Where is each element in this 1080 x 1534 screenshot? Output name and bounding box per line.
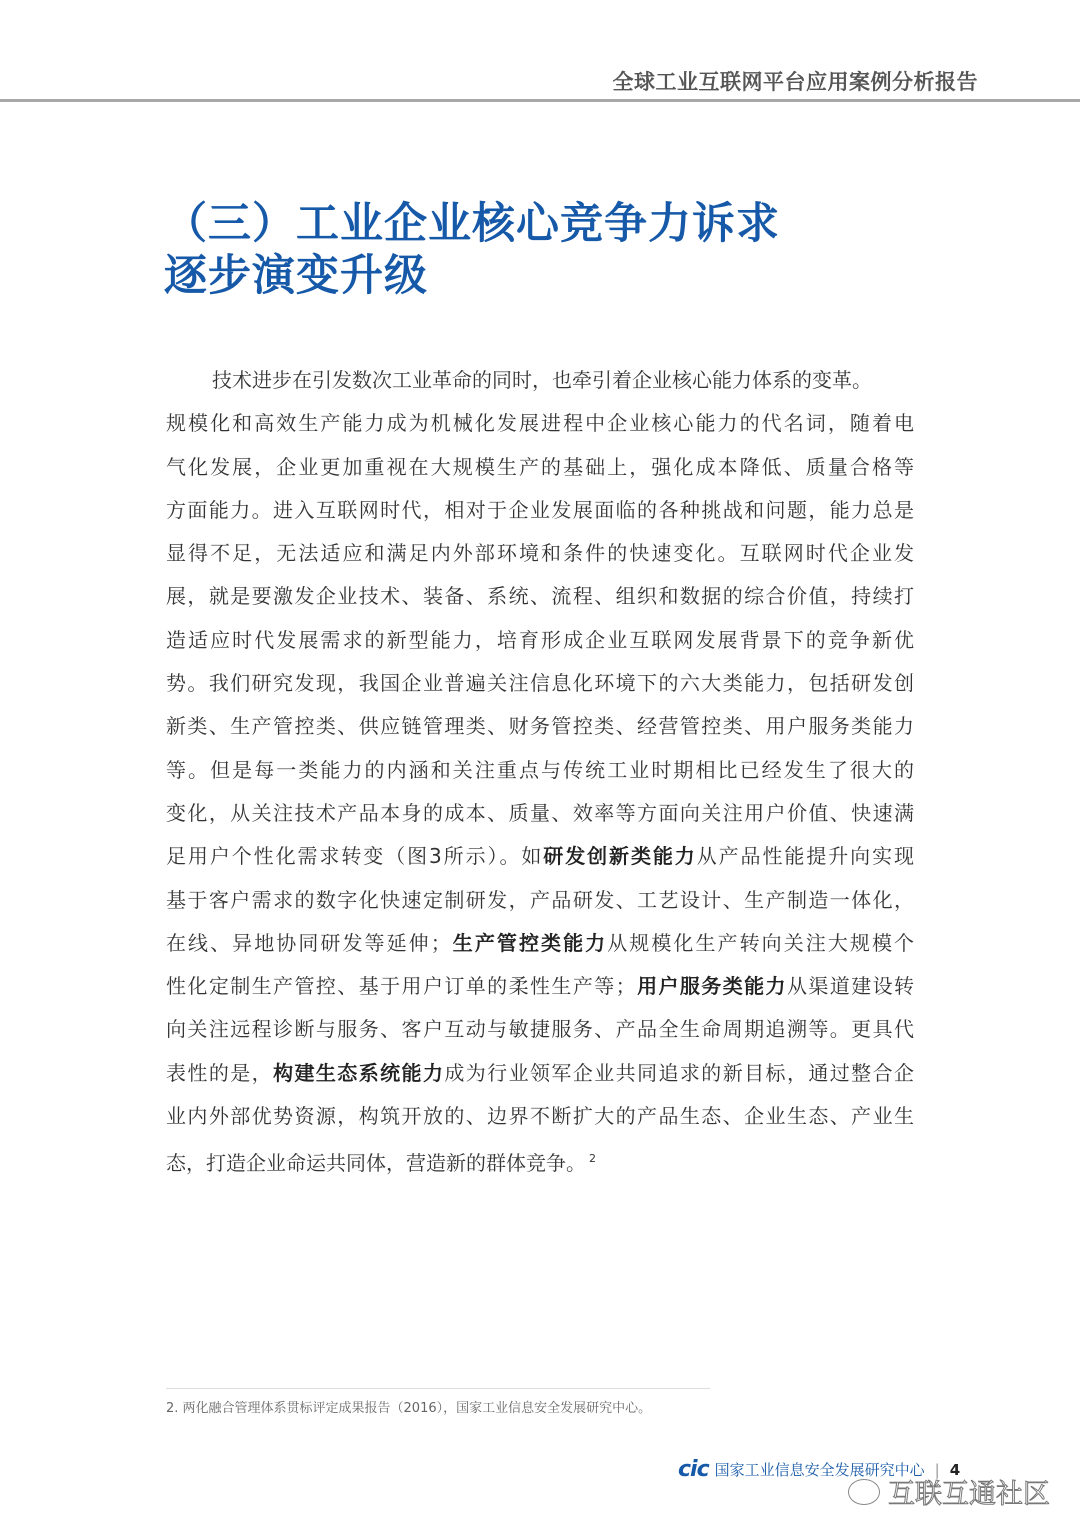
wechat-icon	[848, 1479, 880, 1505]
page-number: 4	[949, 1460, 961, 1479]
text-line	[166, 665, 914, 708]
bold-term: 研发创新类能力	[543, 844, 697, 869]
section-title	[164, 198, 780, 302]
text-segment: 变化，从关注技术产品本身的成本、质量、效率等方面向关注用户价值、快速满	[166, 800, 914, 825]
watermark-text: 互联互通社区	[888, 1479, 1050, 1510]
footer-org: 国家工业信息安全发展研究中心	[714, 1461, 925, 1479]
bold-term: 用户服务类能力	[635, 974, 787, 999]
cic-logo: cic	[678, 1457, 709, 1482]
text-line	[166, 1055, 914, 1098]
footnote-ref: 2	[589, 1152, 596, 1166]
text-line	[166, 1141, 914, 1184]
text-line	[166, 1011, 914, 1054]
text-line	[166, 838, 914, 881]
text-segment: 足用户个性化需求转变（图3所示）。如	[166, 844, 544, 869]
text-segment: 性化定制生产管控、基于用户订单的柔性生产等；	[166, 974, 636, 999]
text-segment: 技术进步在引发数次工业革命的同时，也牵引着企业核心能力体系的变革。	[212, 368, 872, 392]
text-line	[166, 405, 914, 448]
text-line	[166, 535, 914, 578]
text-segment: 造适应时代发展需求的新型能力，培育形成企业互联网发展背景下的竞争新优	[166, 627, 914, 652]
section-title-line: （三）工业企业核心竞争力诉求	[164, 199, 780, 249]
text-segment: 向关注远程诊断与服务、客户互动与敏捷服务、产品全生命周期追溯等。更具代	[166, 1017, 914, 1042]
footnote: 2. 两化融合管理体系贯标评定成果报告（2016），国家工业信息安全发展研究中心。	[166, 1401, 652, 1416]
text-segment: 从产品性能提升向实现	[696, 844, 914, 869]
text-line	[166, 622, 914, 665]
text-segment: 态，打造企业命运共同体，营造新的群体竞争。	[166, 1151, 586, 1176]
text-line	[166, 449, 914, 492]
bold-term: 生产管控类能力	[450, 930, 608, 955]
text-segment: 新类、生产管控类、供应链管理类、财务管控类、经营管控类、用户服务类能力	[166, 714, 914, 739]
text-segment: 规模化和高效生产能力成为机械化发展进程中企业核心能力的代名词，随着电	[166, 411, 914, 436]
text-line	[166, 578, 914, 621]
text-line	[166, 795, 914, 838]
text-line	[166, 362, 914, 405]
text-segment: 表性的是，	[166, 1060, 274, 1085]
text-segment: 成为行业领军企业共同追求的新目标，通过整合企	[444, 1060, 915, 1085]
text-line	[166, 1098, 914, 1141]
text-line	[166, 882, 914, 925]
text-segment: 从规模化生产转向关注大规模个	[607, 930, 915, 955]
text-segment: 势。我们研究发现，我国企业普遍关注信息化环境下的六大类能力，包括研发创	[166, 671, 914, 696]
footnote-divider	[166, 1388, 710, 1389]
text-segment: 显得不足，无法适应和满足内外部环境和条件的快速变化。互联网时代企业发	[166, 541, 914, 566]
text-line	[166, 968, 914, 1011]
report-title-header: 全球工业互联网平台应用案例分析报告	[612, 70, 978, 94]
footer-separator: |	[934, 1460, 940, 1479]
text-line	[166, 708, 914, 751]
watermark	[848, 1472, 1050, 1511]
text-segment: 从渠道建设转	[786, 974, 915, 999]
section-title-line: 逐步演变升级	[164, 251, 428, 301]
bold-term: 构建生态系统能力	[273, 1060, 445, 1085]
body-paragraph	[166, 362, 914, 1185]
text-line	[166, 925, 914, 968]
text-line	[166, 492, 914, 535]
text-segment: 基于客户需求的数字化快速定制研发，产品研发、工艺设计、生产制造一体化，	[166, 887, 914, 912]
text-segment: 展，就是要激发企业技术、装备、系统、流程、组织和数据的综合价值，持续打	[166, 584, 914, 609]
text-line	[166, 752, 914, 795]
text-segment: 在线、异地协同研发等延伸；	[166, 930, 451, 955]
text-segment: 等。但是每一类能力的内涵和关注重点与传统工业时期相比已经发生了很大的	[166, 757, 914, 782]
header-divider	[0, 99, 1080, 102]
text-segment: 业内外部优势资源，构筑开放的、边界不断扩大的产品生态、企业生态、产业生	[166, 1104, 914, 1129]
text-segment: 方面能力。进入互联网时代，相对于企业发展面临的各种挑战和问题，能力总是	[166, 497, 914, 522]
text-segment: 气化发展，企业更加重视在大规模生产的基础上，强化成本降低、质量合格等	[166, 454, 914, 479]
